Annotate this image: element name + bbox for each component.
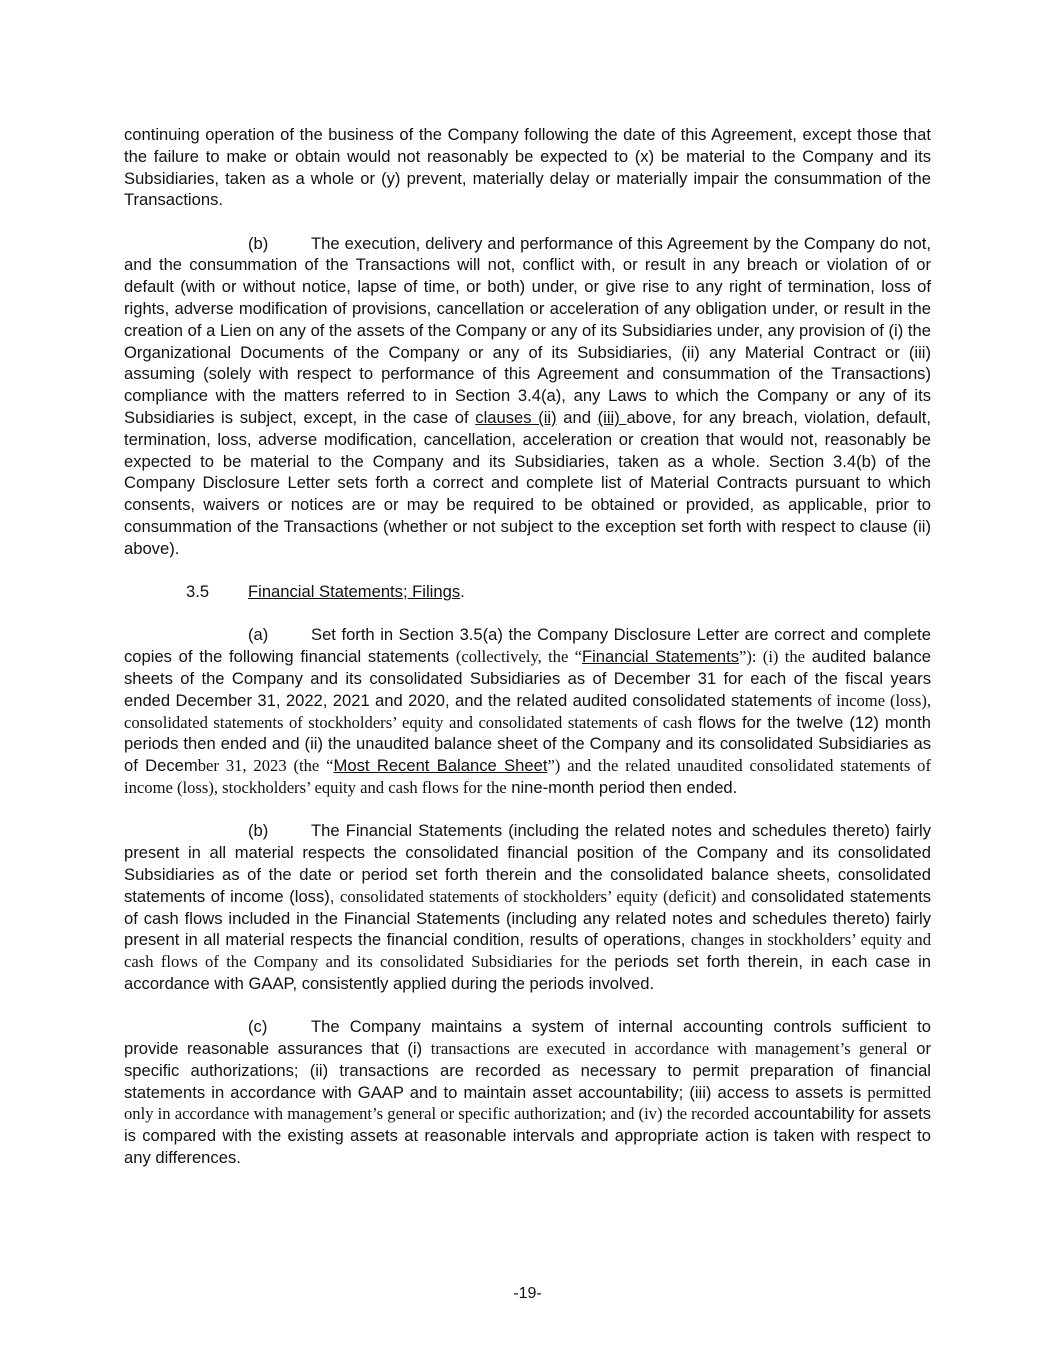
paragraph-text: nine-month period then ended. (506, 778, 738, 798)
paragraph-text: flows for the twelve (12) month periods then ended and (ii) the unaudited balance sheet of the Company and its consolidated Subsidiaries as of Decem (124, 712, 931, 776)
paragraph-text: Set forth in Section 3.5(a) the Company Disclosure Letter are correct and complete copies of the following financial statements (124, 625, 931, 667)
paragraph-text-serif: of income (loss), consolidated statements of stockholders’ equity and consolidated statements of cash (124, 690, 932, 732)
paragraph-text: The Company maintains a system of internal accounting controls sufficient to provide reasonable assurances that (i) (124, 1017, 931, 1058)
paragraph-text: periods set forth therein, in each case in accordance with GAAP, consistently applied during the periods involved. (124, 952, 932, 993)
paragraph-text: accountability for assets is compared with the existing assets at reasonable intervals and appropriate action is taken with respect to any differences. (124, 1104, 931, 1167)
paragraph-marker: (a) (248, 625, 269, 645)
section-title-period: . (460, 582, 465, 602)
document-page (124, 124, 931, 1190)
section-3-4-continuation (124, 124, 931, 211)
page-number: -19- (513, 1285, 542, 1302)
conjunction-text: and (556, 408, 598, 428)
paragraph-marker: (b) (248, 233, 269, 253)
paragraph-text-serif: ”): (i) the (739, 647, 805, 667)
section-3-5-c-paragraph (124, 1016, 931, 1169)
section-number: 3.5 (186, 582, 210, 602)
section-3-5-heading (124, 581, 931, 603)
section-3-4-b-paragraph (124, 233, 931, 560)
paragraph-text-serif: (collectively, the “ (455, 647, 582, 667)
section-title: Financial Statements; Filings (248, 582, 461, 602)
continuation-text: continuing operation of the business of the Company following the date of this Agreement, except those that the failure to make or obtain would not reasonably be expected to (x) be material to the Company and its Subsidiaries, taken as a whole or (y) prevent, materially delay or materially impair the consummation of the Transactions. (124, 125, 931, 210)
paragraph-text: The execution, delivery and performance of this Agreement by the Company do not, and the consummation of the Transactions will not, conflict with, or result in any breach or violation of or default (with or without notice, lapse of time, or both) under, or give rise to any right of termination, loss of rights, adverse modification of provisions, cancellation or acceleration of any obligation under, or result in the creation of a Lien on any of the assets of the Company or any of its Subsidiaries under, any provision of (i) the Organizational Documents of the Company or any of its Subsidiaries, (ii) any Material Contract or (iii) assuming (solely with respect to performance of this Agreement and consummation of the Transactions) compliance with the matters referred to in Section 3.4(a), any Laws to which the Company or any of its Subsidiaries is subject, except, in the case of (124, 233, 931, 428)
clause-iii-reference: (iii) (597, 408, 627, 428)
defined-term-most-recent-balance-sheet: Most Recent Balance Sheet (333, 756, 548, 776)
paragraph-text-serif: transactions are executed in accordance with management’s general (430, 1038, 908, 1058)
paragraph-text-serif: permitted only in accordance with management’s general or specific authorization; and (iv) the recorded (124, 1082, 931, 1124)
paragraph-text-serif: consolidated statements of stockholders’ equity (deficit) and (340, 886, 746, 906)
paragraph-text: above, for any breach, violation, default, termination, loss, adverse modification, cancellation, acceleration or creation that would not, reasonably be expected to be material to the Company and its Subsidiaries, taken as a whole. Section 3.4(b) of the Company Disclosure Letter sets forth a correct and complete list of Material Contracts pursuant to which consents, waivers or notices are or may be required to be obtained or provided, as applicable, prior to consummation of the Transactions (whether or not subject to the exception set forth with respect to clause (ii) above). (124, 408, 931, 558)
paragraph-text-serif: changes in stockholders’ equity and cash flows of the Company and its consolidated Subsidiaries for the (124, 930, 931, 972)
paragraph-text: consolidated statements of cash flows included in the Financial Statements (including any related notes and schedules thereto) fairly present in all material respects the financial condition, results of operations, (124, 886, 932, 950)
paragraph-text: The Financial Statements (including the related notes and schedules thereto) fairly present in all material respects the consolidated financial position of the Company and its consolidated Subsidiaries as of the date or period set forth therein and the consolidated balance sheets, consolidated statements of income (loss), (124, 821, 931, 906)
defined-term-financial-statements: Financial Statements (581, 647, 740, 667)
section-3-5-a-paragraph (124, 624, 931, 798)
paragraph-text-serif: ber 31, 2023 (the “ (197, 756, 334, 776)
clauses-ii-reference: clauses (ii) (475, 408, 557, 428)
paragraph-text-serif: ”) and the related unaudited consolidated statements of income (loss), stockholders’ equity and cash flows for the (124, 756, 932, 798)
paragraph-marker: (c) (248, 1017, 268, 1037)
paragraph-marker: (b) (248, 821, 269, 841)
section-3-5-b-paragraph (124, 820, 931, 994)
paragraph-text: audited balance sheets of the Company and its consolidated Subsidiaries as of December 31 for each of the fiscal years ended December 31, 2022, 2021 and 2020, and the related audited consolidated statements (124, 647, 931, 710)
paragraph-text: or specific authorizations; (ii) transactions are recorded as necessary to permit preparation of financial statements in accordance with GAAP and to maintain asset accountability; (iii) access to assets is (124, 1038, 932, 1102)
